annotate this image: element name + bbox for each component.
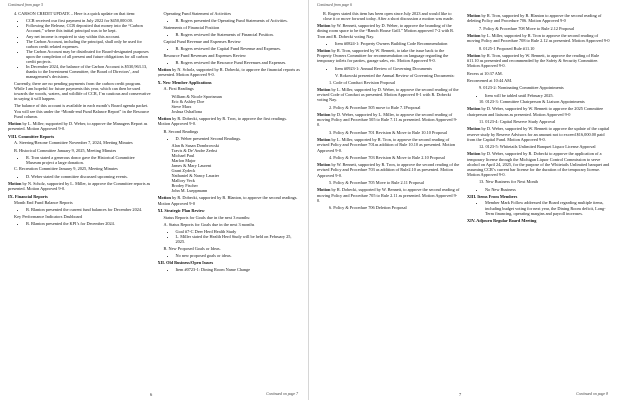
list-item: Mallory Veck xyxy=(171,178,195,184)
section-heading: X. New Member Applications xyxy=(157,79,212,85)
motion xyxy=(467,33,610,43)
bullet-list xyxy=(8,155,151,165)
motion-text: by D. Weber, supported by W. Bennett to approve the 2025 Committee chairperson and liaisons as presented. Motion Approved 9-0 xyxy=(467,106,604,117)
page-number: 6 xyxy=(150,392,153,397)
numbered-item: 5. Policy & Procedure 705 Move to Rule 2.11 Proposal xyxy=(329,180,424,186)
list-item: Marlon Major xyxy=(171,157,196,163)
motion-label: Motion xyxy=(467,52,481,58)
list-item: • No New Business xyxy=(485,187,610,192)
list-item: • Item #0824-1: Property Owners Building Code Recommendation xyxy=(335,41,460,46)
motion-label: Motion xyxy=(317,87,331,93)
motion-text: by L. Miller; supported by D. Weber, to approve the Managers Report as presented. Motion Approved 9-0. xyxy=(8,120,148,132)
bullet-list xyxy=(467,200,610,215)
motion xyxy=(8,121,151,131)
paragraph: R. Rogers stated this item has been open since July 2023 and would like to close it or move forward today. After a short discussion a motion was made. xyxy=(323,11,454,22)
list-item: • B. Rogers reviewed the Resource Fund Revenues and Expenses. xyxy=(176,60,301,65)
list-item: Brodey Fischer xyxy=(171,183,198,189)
numbered-item: 1. Code of Conduct Revision Proposal xyxy=(329,79,396,85)
list-item: William & Nicole Sportsman xyxy=(171,93,222,99)
bullet-list xyxy=(158,136,301,141)
numbered-item: 13. New Business for Next Month xyxy=(479,179,538,185)
second-readings-list xyxy=(158,143,301,194)
motion xyxy=(317,48,460,63)
motion xyxy=(317,112,460,127)
list-item: • Following the Release, CCR deposited that money into the “Carbon Account,” where this initial principal was to be kept. xyxy=(26,23,151,33)
paragraph: V. Rokowski presented the Annual Review of Governing Documents: xyxy=(335,72,455,78)
numbered-item: 11. 0123-4: Capital Reserve Study Approval xyxy=(479,119,556,125)
subheading: Statements of Financial Position xyxy=(163,24,220,30)
numbered-item: 6. Policy & Procedure 706 Deletion Proposal xyxy=(329,205,407,211)
motion-text: by W. Bennett, supported by R. Tron, to approve the second reading of the revised Policy and Procedure 703 as addition of Rule2.10 as presented. Motion Approved 9-0. xyxy=(317,162,460,178)
list-item: • D. Weber presented Second Readings. xyxy=(176,136,301,141)
page-7 xyxy=(309,0,618,400)
subheading: Operating Fund Statement of Activities xyxy=(163,11,232,16)
list-item: • Goal #7-C Deer Herd Health Study xyxy=(176,229,301,234)
list-item: • B. Rogers presented the Operating Fund Statements of Activities. xyxy=(176,18,301,23)
section-heading: XIV. Adjourn Regular Board Meeting xyxy=(467,217,537,223)
bullet-list xyxy=(317,66,460,71)
paragraph: The balance of this account is available in each month’s Board agenda packet. You will see this under the “Month-end Fund Balance Report” in the Resource Fund column. xyxy=(14,103,150,119)
list-item: Travis & De’Andre Zerbst xyxy=(171,147,218,153)
list-item: • Member Mark Follow addressed the Board regarding multiple items, including budget voting for next year, the Dining Room deficit, Long-Term financing, operating margins and payroll increases. xyxy=(485,200,610,215)
list-item: • L. Miller stated the Health Herd Study will be held on February 25, 2025. xyxy=(176,234,301,244)
list-item: John M. Lueppmann xyxy=(171,188,208,194)
motion xyxy=(8,181,151,191)
continued-on-label: Continued on page 8 xyxy=(576,392,608,396)
numbered-item: 12. 0123-5: Whitetails Unlimited Banquet Liquor License Approval xyxy=(479,144,596,150)
paragraph: Currently, there are no pending payments from the carbon credit program. While I am hopeful for future payments this year, which can then be used towards the woods, waters, and wildlife of CCR, I’m cautious and conservative in saying it will happen. xyxy=(14,80,151,102)
motion-label: Motion xyxy=(317,137,331,143)
motion-text: by R. Tron, supported by B. Blanton to approve the second reading of deleting Policy and Procedure 706. Motion Approved 9-0 xyxy=(467,13,602,24)
list-item: • No new proposed goals or ideas. xyxy=(176,253,301,258)
list-item: • Item #0923-1: Annual Review of Governing Documents xyxy=(335,66,460,71)
bullet-list xyxy=(317,41,460,46)
section-heading: XI. Strategic Plan Review xyxy=(157,208,205,214)
bullet-list xyxy=(158,60,301,65)
numbered-item: 8. 0125-1 Proposed Rule #11.10 xyxy=(479,45,535,51)
list-item: • Item will be tabled until February 2025. xyxy=(485,93,610,98)
bullet-list xyxy=(8,221,151,226)
subheading: B. New Proposed Goals or Ideas. xyxy=(163,246,221,252)
section-heading: XII. Old Business/Open Issues xyxy=(157,260,214,266)
motion xyxy=(467,13,610,23)
bullet-list xyxy=(158,253,301,258)
bullet-list xyxy=(158,18,301,23)
bullet-list xyxy=(158,229,301,244)
subheading: Key Performance Indicators Dashboard xyxy=(14,214,83,219)
motion xyxy=(158,67,301,77)
numbered-item: 3. Policy & Procedure 701 Revision & Move to Rule 10.10 Proposal xyxy=(329,130,448,136)
motion-text: by L. Miller, supported by R. Tron to approve the second reading of moving Policy and Procedure 708 to Rule 2.12 as presented. Motion Approved 9-0 xyxy=(467,32,610,44)
motion xyxy=(158,195,301,205)
list-item: Alan & Susan Dombrowski xyxy=(171,142,220,148)
motion xyxy=(317,162,460,177)
list-item: • The Carbon Account may be distributed for Board-designated purposes upon the completion of all present and future obligations for all carbon credit projects. xyxy=(26,49,151,64)
motion-label: Motion xyxy=(317,48,331,54)
motion-label: Motion xyxy=(317,112,331,118)
continued-from-label: Continued from page 5 xyxy=(8,3,43,7)
section-heading: XIII. Items From Members xyxy=(467,193,518,199)
motion-text: by R. Dobecki, supported by B. Blanton, to approve the second readings. Motion Approved 9-0 xyxy=(157,195,298,206)
subheading: A. First Readings xyxy=(163,86,194,92)
motion-label: Motion xyxy=(317,162,331,168)
list-item: • The Carbon Account, including the principal, shall only be used for carbon credit related expenses. xyxy=(26,39,151,49)
list-item: • B. Rogers reviewed the Statements of Financial Position. xyxy=(176,32,301,37)
list-item: • D. Weber stated the committee discussed upcoming events. xyxy=(26,174,151,179)
list-item: • CCR received our first payment in July 2022 for $450,000.00. xyxy=(26,18,151,23)
numbered-item: 10. 0123-3: Committee Chairperson & Liaison Appointments xyxy=(479,99,585,105)
bullet-list xyxy=(158,267,301,272)
motion-text: by D. Weber, supported by L. Miller, to approve the second reading of moving Policy and Procedure 505 to Rule 7.11 as presented. Motion Approved 9-0. xyxy=(317,112,458,128)
list-item: • B. Blanton presented the KPI’s for December 2024. xyxy=(26,221,151,226)
bullet-list xyxy=(467,93,610,98)
list-item: C. Recreation Committee January 9, 2025, Meeting Minutes xyxy=(14,166,118,172)
bullet-list xyxy=(158,32,301,37)
motion-text: by L. Miller, supported by R. Tron, to approve the second reading of revised Policy and Procedure 701as addition of Rule 10.10 as presented. Motion Approved 9-0. xyxy=(317,137,456,153)
list-item: • In December 2024, the balance of the Carbon Account is $530,963.13, thanks to the Investment Committee, the Board of Directors’, and management’s decisions. xyxy=(26,64,151,79)
motion-label: Motion xyxy=(8,180,22,186)
carson-credit-bullets xyxy=(8,18,151,79)
motion-label: Motion xyxy=(467,32,481,38)
motion-text: by D. Weber, supported by R. Dobecki to approve the application of a temporary license through the Michigan Liquor Control Commission to serve alcohol on April 24, 2025, for the purpose of the Whitetails Unlimited banquet and assuming CCR’s current bar license for the duration of the temporary license. Motion Approved 9-0. xyxy=(467,151,610,177)
paragraph: Status Reports for Goals due in the next 3 months: xyxy=(163,214,251,220)
motion xyxy=(467,126,610,141)
list-item: B. Historical Committee January 9, 2025, Meeting Minutes xyxy=(14,147,117,153)
list-item: • R. Tron stated a generous donor gave the Historical Committee Museum project a large donation. xyxy=(26,155,151,165)
numbered-item: 9. 0123-2: Nominating Committee Appointments xyxy=(479,85,564,91)
list-item: • Item #0723-1: Dining Room Name Change xyxy=(176,267,301,272)
motion-label: Motion xyxy=(157,195,171,201)
motion-label: Motion xyxy=(467,106,481,112)
page-7-column-1 xyxy=(317,11,460,386)
motion xyxy=(158,116,301,126)
subheading: Capital Fund Revenue and Expenses Review xyxy=(163,38,241,44)
continued-from-label: Continued from page 6 xyxy=(317,3,352,7)
motion-text: by R. Tron, supported by W. Bennett, to approve the reading of Rule #11.10 as presented and recommended by the Safety & Security Committee. Motion Approved 9-0. xyxy=(467,52,600,69)
subheading: B. Second Readings xyxy=(163,128,199,134)
list-item: • Any net income is required to stay within this account. xyxy=(26,34,151,39)
section-heading: VIII. Committee Reports xyxy=(8,133,55,139)
list-item: Michael Paul xyxy=(171,152,195,158)
motion-label: Motion xyxy=(317,187,331,193)
subheading: A. Status Reports for Goals due in the next 3 months xyxy=(163,222,255,227)
carson-credit-title: 4. CARSON CREDIT UPDATE – Here is a quick update on that item: xyxy=(14,11,136,16)
page-7-column-2 xyxy=(467,11,610,386)
recess-note: Recess at 10:37 AM. xyxy=(467,70,503,76)
list-item: Steve Marx xyxy=(171,103,192,109)
motion xyxy=(467,106,610,116)
list-item: Eric & Ashley Doe xyxy=(171,98,205,104)
motion-label: Motion xyxy=(317,23,331,29)
motion-label: Motion xyxy=(157,67,171,72)
bullet-list xyxy=(8,174,151,179)
section-heading: IX. Financial Reports xyxy=(8,193,48,199)
motion-text: by N. Scholz, supported by L. Miller, to approve the Committee reports as presented. Motion Approved 9-0. xyxy=(8,180,151,191)
motion-text: by N. Scholz, supported by R. Dobecki, to approve the financial reports as presented. Motion Approved 9-0. xyxy=(157,67,300,78)
subheading: Resource Fund Revenues and Expenses Review xyxy=(163,52,246,58)
motion xyxy=(467,53,610,68)
list-item: • B. Rogers reviewed the Capital Fund Revenue and Expenses. xyxy=(176,46,301,51)
reconvened-note: Reconvened at 10:44 AM. xyxy=(467,78,513,83)
list-item: Joshua Oshaflona xyxy=(171,108,202,114)
motion-text: by L. Miller, supported by D. Weber, to approve the second reading of the revised Code of Conduct as presented. Motion Approved 8-1 with R. Dobecki voting Nay. xyxy=(317,87,459,103)
numbered-item: 4. Policy & Procedure 703 Revision & Move to Rule 2.10 Proposal xyxy=(329,155,445,161)
page-number: 7 xyxy=(459,392,462,397)
motion-text: by R. Dobecki, supported by R. Tron, to approve the first readings. Motion Approved 9-0. xyxy=(157,115,288,127)
subheading: Month End Fund Balance Reports xyxy=(14,200,73,206)
motion-text: by R. Tron, supported by W. Bennett, to take the issue back to the Property Owners Committee for recommendation on language regarding the temporary toilets for parties, garage sales, etc. Motion Approved 9-0. xyxy=(317,48,449,64)
list-item: James & Mary Laurent xyxy=(171,162,212,168)
bullet-list xyxy=(467,187,610,192)
page-6-column-1 xyxy=(8,11,151,386)
first-readings-list xyxy=(158,94,301,114)
motion-label: Motion xyxy=(467,13,481,18)
bullet-list xyxy=(8,207,151,212)
motion xyxy=(317,23,460,38)
motion xyxy=(317,87,460,102)
motion xyxy=(317,187,460,202)
motion xyxy=(317,137,460,152)
motion-text: by W. Bennett, supported by D. Weber, to approve the branding of the dining room space to be the “Ranch House Grill.” Motion approved 7-2 with R. Tron and R. Dobecki voting Nay. xyxy=(317,23,455,39)
list-item: A. Steering/Rezone Committee November 7, 2024, Meeting Minutes xyxy=(14,140,133,146)
numbered-item: 7. Policy & Procedure 708 Move to Rule 2.12 Proposal xyxy=(479,25,575,31)
list-item: Nathaniel & Nancy Lauzier xyxy=(171,173,220,179)
motion-label: Motion xyxy=(467,126,481,132)
continued-on-label: Continued on page 7 xyxy=(266,392,298,396)
motion-text: by R. Dobecki, supported by W. Bennett, to approve the second reading of moving Policy and Procedure 705 to Rule 2.11 as presented. Motion Approved 9-0. xyxy=(317,187,460,203)
motion-label: Motion xyxy=(157,115,171,121)
motion-text: by D. Weber, supported by W. Bennett to approve the update of the capital reserve study by Reserve Advisors for an amount not to exceed $16,000.00 paid from the Capital Fund. Motion Approved 9-0. xyxy=(467,126,610,142)
motion-label: Motion xyxy=(467,151,481,157)
list-item: • B. Blanton presented the current fund balances for December 2024. xyxy=(26,207,151,212)
bullet-list xyxy=(158,46,301,51)
page-6-column-2 xyxy=(158,11,301,386)
motion xyxy=(467,151,610,176)
motion-label: Motion xyxy=(8,120,22,126)
numbered-item: 2. Policy & Procedure 505 move to Rule 7.1Proposal xyxy=(329,104,421,110)
list-item: Grant Zydeck xyxy=(171,167,196,173)
